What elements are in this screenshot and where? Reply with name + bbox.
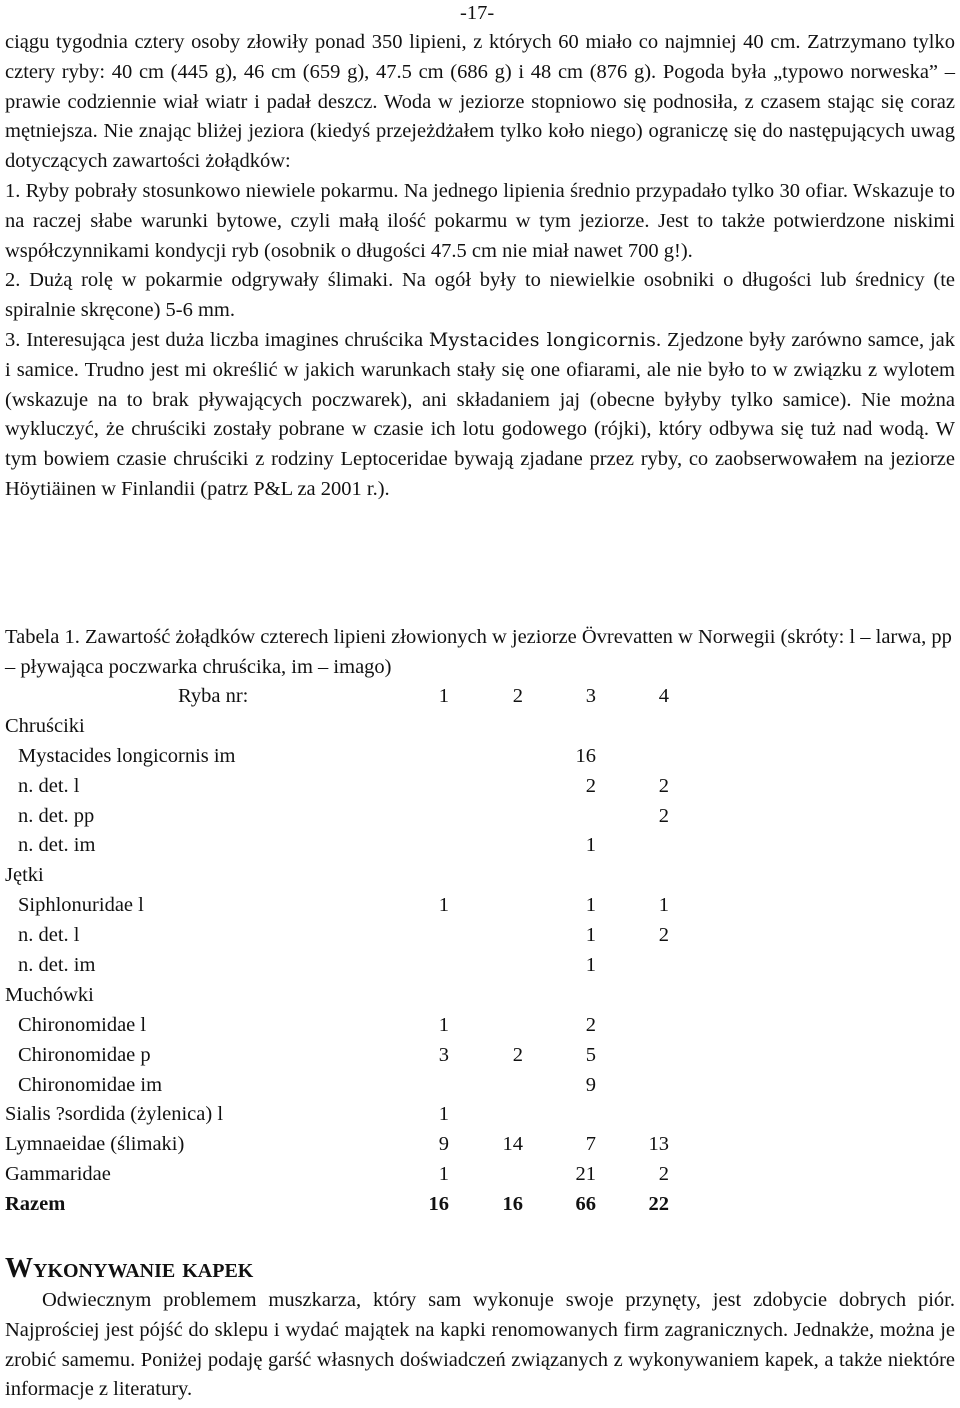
table-row — [5, 1100, 705, 1130]
table-cell: 1 — [585, 954, 596, 977]
table-row — [5, 921, 705, 951]
table-row — [5, 742, 705, 772]
table-cell: 1 — [585, 894, 596, 917]
table-row — [5, 1041, 705, 1071]
table-header-row — [5, 682, 705, 712]
row-label-sub: Chironomidae l — [18, 1013, 147, 1036]
row-label-sub: n. det. l — [18, 774, 80, 797]
table-row — [5, 712, 705, 742]
body-text — [5, 28, 955, 505]
table-cell: 21 — [575, 1163, 596, 1186]
table-row — [5, 1011, 705, 1041]
point-2: 2. Dużą rolę w pokarmie odgrywały ślimaki. Na ogół były to niewielkie osobniki o długości lub średnicy (te spiralnie skręcone) 5-6 mm. — [5, 269, 955, 322]
table-row — [5, 802, 705, 832]
row-label-sub: n. det. l — [18, 924, 80, 947]
table-cell: 2 — [658, 1163, 669, 1186]
row-label: Sialis ?sordida (żylenica) l — [5, 1103, 224, 1126]
table-cell: 9 — [438, 1133, 449, 1156]
section-heading: Wykonywanie kapek — [5, 1253, 254, 1284]
table-row — [5, 831, 705, 861]
row-label: Muchówki — [5, 983, 94, 1006]
stomach-contents-table — [5, 682, 705, 1220]
column-header: 3 — [585, 685, 596, 707]
table-cell: 1 — [438, 1103, 449, 1126]
table-cell: 1 — [585, 924, 596, 947]
table-cell: 1 — [438, 1163, 449, 1186]
row-label-sub: Mystacides longicornis im — [18, 744, 236, 767]
table-row — [5, 981, 705, 1011]
table-cell: 2 — [658, 774, 669, 797]
table-cell: 2 — [585, 774, 596, 797]
row-label: Lymnaeidae (ślimaki) — [5, 1133, 185, 1156]
row-label-sub: Chironomidae im — [18, 1073, 163, 1096]
table-row — [5, 1071, 705, 1101]
table-cell: 5 — [585, 1043, 596, 1066]
column-header: 4 — [658, 685, 669, 707]
total-cell: 66 — [575, 1193, 596, 1216]
table-row — [5, 1160, 705, 1190]
page-number: -17- — [460, 2, 495, 24]
point-3: 3. Interesująca jest duża liczba imagines chruścika Mystacides longicornis. Zjedzone były zarówno samce, jak i samice. Trudno jest mi określić w jakich warunkach stały się one ofiarami, ale nie było to w związku z wylotem (wskazuje na to brak pływających poczwarek), ani składaniem jaj (obecne byłyby tylko samice). Nie można wykluczyć, że chruściki zostały pobrane w czasie ich lotu godowego (rójki), który odbywa się tuż nad wodą. W tym bowiem czasie chruściki z rodziny Leptoceridae bywają zjadane przez ryby, co zaobserwowałem na jeziorze Höytiäinen w Finlandii (patrz P&L za 2001 r.). — [5, 328, 956, 500]
total-cell: 16 — [502, 1193, 523, 1216]
table-row — [5, 891, 705, 921]
row-label-sub: n. det. pp — [18, 804, 95, 827]
table-cell: 7 — [585, 1133, 596, 1156]
table-cell: 14 — [502, 1133, 523, 1156]
species-name: Mystacides longicornis — [428, 328, 657, 351]
table-row — [5, 861, 705, 891]
row-label-sub: n. det. im — [18, 954, 96, 977]
row-label-sub: n. det. im — [18, 834, 96, 857]
table-cell: 2 — [512, 1043, 523, 1066]
table-header-label: Ryba nr: — [178, 685, 249, 707]
row-label: Chruściki — [5, 714, 85, 737]
section-paragraph: Odwiecznym problemem muszkarza, który sam wykonuje swoje przynęty, jest zdobycie dobrych piór. Najprościej jest pójść do sklepu i wydać majątek na kapki renomowanych firm zagranicznych. Jednakże, można je zrobić samemu. Poniżej podaję garść własnych doświadczeń związanych z wykonywaniem kapek, a także niektóre informacje z literatury. — [5, 1289, 955, 1401]
table-body — [5, 712, 705, 1190]
row-label-sub: Siphlonuridae l — [18, 894, 144, 917]
table-row — [5, 951, 705, 981]
total-cell: 22 — [648, 1193, 669, 1216]
table-total-row — [5, 1190, 705, 1220]
table-cell: 1 — [585, 834, 596, 857]
table-cell: 2 — [585, 1013, 596, 1036]
point-1: 1. Ryby pobrały stosunkowo niewiele pokarmu. Na jednego lipienia średnio przypadało tylko 30 ofiar. Wskazuje to na raczej słabe warunki bytowe, czyli małą ilość pokarmu w tym jeziorze. Jest to także potwierdzone niskimi współczynnikami kondycji ryb (osobnik o długości 47.5 cm nie miał nawet 700 g!). — [5, 179, 955, 262]
table-cell: 9 — [585, 1073, 596, 1096]
table-caption: Tabela 1. Zawartość żołądków czterech lipieni złowionych w jeziorze Övrevatten w Norwegii (skróty: l – larwa, pp – pływająca poczwarka chruścika, im – imago) — [5, 626, 952, 678]
table-cell: 13 — [648, 1133, 669, 1156]
table-cell: 1 — [438, 894, 449, 917]
column-header: 1 — [438, 685, 449, 707]
column-header: 2 — [512, 685, 523, 707]
row-label: Gammaridae — [5, 1163, 111, 1186]
table-cell: 1 — [438, 1013, 449, 1036]
table-cell: 3 — [438, 1043, 449, 1066]
table-row — [5, 1130, 705, 1160]
total-label: Razem — [5, 1193, 66, 1216]
row-label-sub: Chironomidae p — [18, 1043, 151, 1066]
table-row — [5, 772, 705, 802]
intro-paragraph: ciągu tygodnia cztery osoby złowiły ponad 350 lipieni, z których 60 miało co najmniej 40 cm. Zatrzymano tylko cztery ryby: 40 cm (445 g), 46 cm (659 g), 47.5 cm (686 g) i 48 cm (876 g). Pogoda była „typowo norweska” – prawie codziennie wiał wiatr i padał deszcz. Woda w jeziorze stopniowo się podnosiła, z czasem stając się coraz mętniejsza. Nie znając bliżej jeziora (kiedyś przejeżdżałem tylko koło niego) ograniczę się do następujących uwag dotyczących zawartości żołądków: — [5, 31, 955, 173]
table-cell: 16 — [575, 744, 596, 767]
table-cell: 1 — [658, 894, 669, 917]
total-cell: 16 — [428, 1193, 449, 1216]
row-label: Jętki — [5, 864, 44, 887]
table-cell: 2 — [658, 924, 669, 947]
table-cell: 2 — [658, 804, 669, 827]
